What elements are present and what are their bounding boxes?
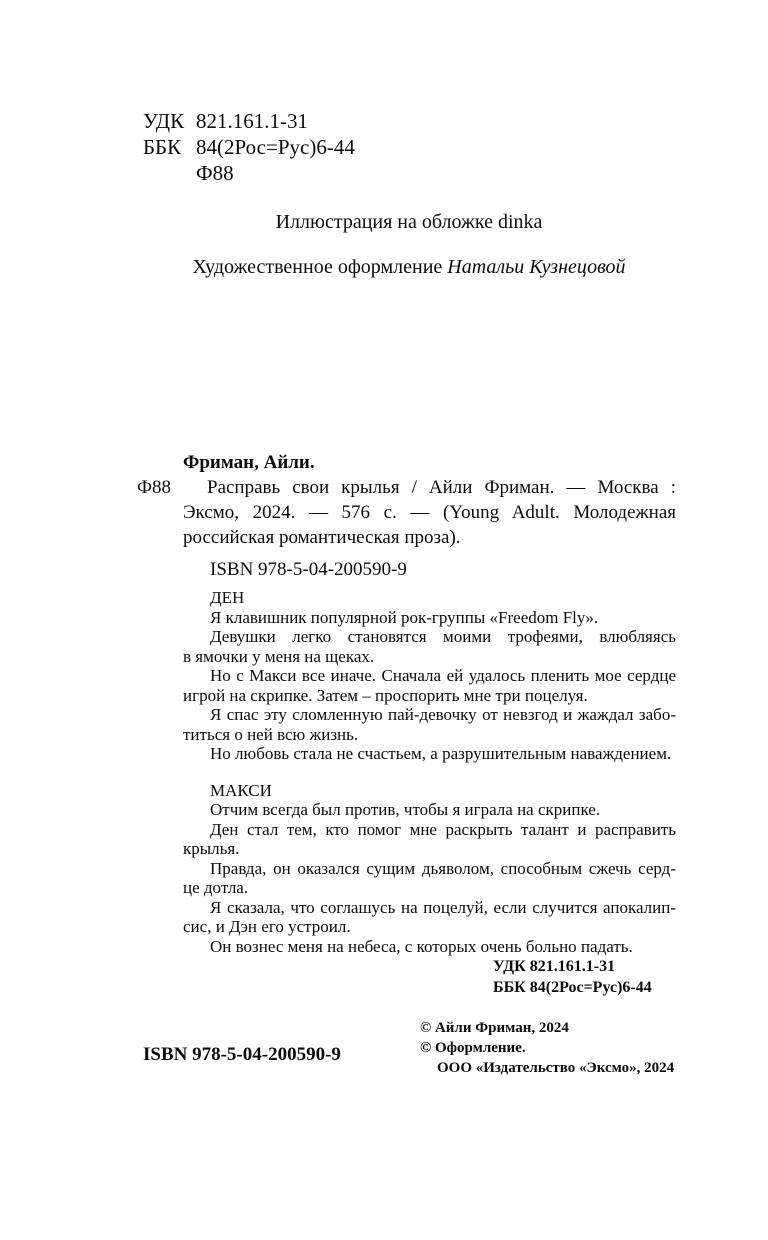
annotation-den bbox=[183, 588, 676, 764]
annotation-line: в ямочки у меня на щеках. bbox=[183, 646, 375, 666]
annotation-line: титься о ней всю жизнь. bbox=[183, 724, 359, 744]
design-credit bbox=[142, 255, 676, 279]
annotation-line: Но любовь стала не счастьем, а разрушительным наваждением. bbox=[210, 744, 672, 763]
copyright-line: ООО «Издательство «Эксмо», 2024 bbox=[437, 1060, 675, 1076]
cover-credit: Иллюстрация на обложке dinka bbox=[275, 211, 543, 233]
isbn-bottom: ISBN 978-5-04-200590-9 bbox=[143, 1044, 341, 1065]
annotation bbox=[183, 588, 676, 956]
catalog-line: российская романтическая проза). bbox=[183, 527, 461, 548]
annotation-line: Правда, он оказался сущим дьяволом, способным сжечь серд- bbox=[210, 858, 676, 878]
author-sign-row bbox=[143, 160, 355, 186]
author-sign-spacer bbox=[143, 160, 196, 186]
annotation-line: Девушки легко становятся моими трофеями, влюбляясь bbox=[210, 627, 676, 646]
annotation-line: це дотла. bbox=[183, 878, 249, 897]
copyright-block bbox=[420, 1018, 674, 1078]
copyright-line: © Айли Фриман, 2024 bbox=[420, 1020, 569, 1036]
udk-row bbox=[143, 108, 355, 134]
bottom-cataloguing-codes bbox=[493, 956, 652, 998]
design-credit-prefix: Художественное оформление bbox=[192, 256, 448, 278]
bottom-bbk: ББК 84(2Рос=Рус)6-44 bbox=[493, 979, 652, 996]
catalog-card bbox=[137, 475, 676, 550]
author-sign: Ф88 bbox=[196, 161, 234, 185]
catalog-line: Расправь свои крылья / Айли Фриман. — Москва : bbox=[207, 477, 676, 498]
catalog-line: Эксмо, 2024. — 576 с. — (Young Adult. Молодежная bbox=[183, 502, 676, 523]
annotation-line: Но с Макси все иначе. Сначала ей удалось пленить мое сердце bbox=[210, 666, 676, 685]
annotation-den-title: ДЕН bbox=[210, 588, 245, 607]
author-sign-margin: Ф88 bbox=[137, 477, 172, 498]
annotation-line: Я спас эту сломленную пай-девочку от невзгод и жаждал забо- bbox=[210, 705, 676, 724]
design-credit-name: Натальи Кузнецовой bbox=[447, 256, 626, 278]
copyright-line: © Оформление. bbox=[420, 1040, 526, 1056]
udk-label: УДК bbox=[143, 109, 185, 133]
annotation-line: крылья. bbox=[183, 839, 240, 858]
top-cataloguing-codes bbox=[143, 108, 355, 186]
isbn-text: ISBN 978-5-04-200590-9 bbox=[210, 559, 407, 580]
bibliographic-record bbox=[137, 450, 676, 582]
annotation-line: Он вознес меня на небеса, с которых очень больно падать. bbox=[210, 936, 633, 956]
bottom-udk: УДК 821.161.1-31 bbox=[493, 958, 616, 975]
annotation-maksi-title: МАКСИ bbox=[210, 780, 272, 800]
udk-value: 821.161.1-31 bbox=[196, 109, 308, 133]
bbk-row bbox=[143, 134, 355, 160]
annotation-line: Я сказала, что соглашусь на поцелуй, если случится апокалип- bbox=[210, 897, 676, 917]
annotation-line: Ден стал тем, кто помог мне раскрыть талант и расправить bbox=[210, 819, 676, 839]
annotation-line: сис, и Дэн его устроил. bbox=[183, 917, 351, 936]
bbk-value: 84(2Рос=Рус)6-44 bbox=[196, 135, 355, 159]
annotation-maksi bbox=[183, 781, 676, 957]
bbk-label: ББК bbox=[143, 135, 182, 159]
author-heading: Фриман, Айли. bbox=[183, 452, 315, 473]
annotation-line: Отчим всегда был против, чтобы я играла на скрипке. bbox=[210, 800, 601, 819]
annotation-line: игрой на скрипке. Затем – проспорить мне три поцелуя. bbox=[183, 685, 588, 705]
annotation-gap bbox=[183, 764, 676, 781]
annotation-line: Я клавишник популярной рок-группы «Freedom Fly». bbox=[210, 607, 599, 627]
